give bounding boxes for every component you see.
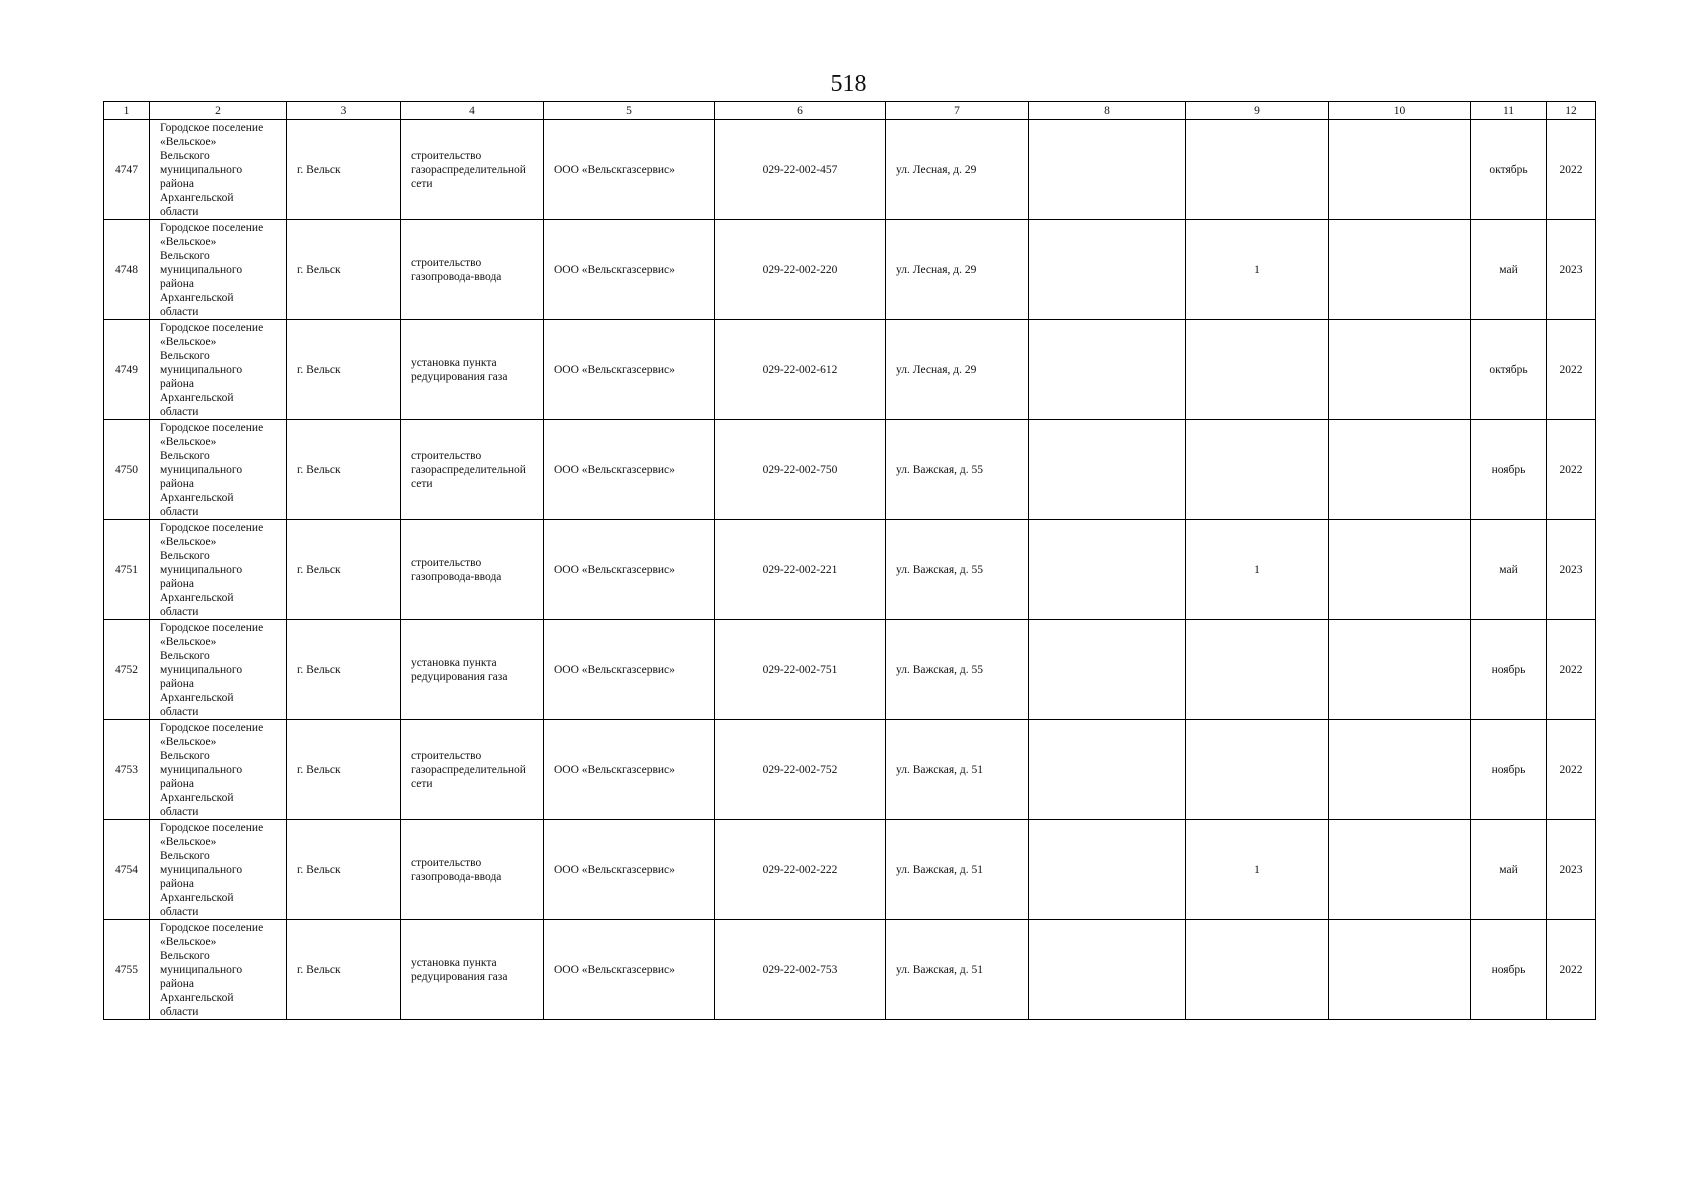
city-cell: г. Вельск <box>287 720 401 820</box>
month-cell: ноябрь <box>1471 720 1547 820</box>
col10-cell <box>1329 420 1471 520</box>
municipality-cell: Городское поселение «Вельское» Вельского муниципального района Архангельской области <box>150 720 287 820</box>
company-cell: ООО «Вельскгазсервис» <box>544 520 715 620</box>
code-cell: 029-22-002-750 <box>715 420 886 520</box>
year-cell: 2022 <box>1547 620 1596 720</box>
year-cell: 2022 <box>1547 920 1596 1020</box>
municipality-cell: Городское поселение «Вельское» Вельского муниципального района Архангельской области <box>150 120 287 220</box>
table-row <box>104 720 1596 820</box>
col9-cell <box>1186 720 1329 820</box>
city-cell: г. Вельск <box>287 620 401 720</box>
code-cell: 029-22-002-221 <box>715 520 886 620</box>
column-header: 11 <box>1471 102 1547 120</box>
table-row <box>104 920 1596 1020</box>
col8-cell <box>1029 820 1186 920</box>
address-cell: ул. Важская, д. 51 <box>886 720 1029 820</box>
row-number: 4747 <box>104 120 150 220</box>
month-cell: май <box>1471 520 1547 620</box>
col8-cell <box>1029 220 1186 320</box>
year-cell: 2022 <box>1547 420 1596 520</box>
col9-cell: 1 <box>1186 520 1329 620</box>
row-number: 4754 <box>104 820 150 920</box>
column-header: 12 <box>1547 102 1596 120</box>
work-type-cell: установка пункта редуцирования газа <box>401 620 544 720</box>
column-header: 8 <box>1029 102 1186 120</box>
work-type-cell: строительство газораспределительной сети <box>401 120 544 220</box>
month-cell: май <box>1471 220 1547 320</box>
address-cell: ул. Важская, д. 51 <box>886 920 1029 1020</box>
address-cell: ул. Важская, д. 55 <box>886 420 1029 520</box>
column-header: 1 <box>104 102 150 120</box>
address-cell: ул. Важская, д. 55 <box>886 520 1029 620</box>
address-cell: ул. Лесная, д. 29 <box>886 220 1029 320</box>
company-cell: ООО «Вельскгазсервис» <box>544 120 715 220</box>
company-cell: ООО «Вельскгазсервис» <box>544 420 715 520</box>
col9-cell <box>1186 620 1329 720</box>
col10-cell <box>1329 520 1471 620</box>
table-row <box>104 320 1596 420</box>
column-header: 10 <box>1329 102 1471 120</box>
municipality-cell: Городское поселение «Вельское» Вельского муниципального района Архангельской области <box>150 620 287 720</box>
code-cell: 029-22-002-222 <box>715 820 886 920</box>
company-cell: ООО «Вельскгазсервис» <box>544 220 715 320</box>
year-cell: 2022 <box>1547 720 1596 820</box>
col10-cell <box>1329 720 1471 820</box>
work-type-cell: строительство газопровода-ввода <box>401 820 544 920</box>
column-header: 2 <box>150 102 287 120</box>
address-cell: ул. Лесная, д. 29 <box>886 120 1029 220</box>
month-cell: октябрь <box>1471 320 1547 420</box>
company-cell: ООО «Вельскгазсервис» <box>544 920 715 1020</box>
row-number: 4750 <box>104 420 150 520</box>
row-number: 4751 <box>104 520 150 620</box>
month-cell: ноябрь <box>1471 620 1547 720</box>
city-cell: г. Вельск <box>287 420 401 520</box>
month-cell: май <box>1471 820 1547 920</box>
col10-cell <box>1329 920 1471 1020</box>
year-cell: 2023 <box>1547 520 1596 620</box>
city-cell: г. Вельск <box>287 220 401 320</box>
year-cell: 2022 <box>1547 320 1596 420</box>
col10-cell <box>1329 220 1471 320</box>
table-row <box>104 220 1596 320</box>
month-cell: ноябрь <box>1471 420 1547 520</box>
register-table <box>103 101 1596 1020</box>
row-number: 4752 <box>104 620 150 720</box>
col8-cell <box>1029 720 1186 820</box>
header-row <box>104 102 1596 120</box>
company-cell: ООО «Вельскгазсервис» <box>544 720 715 820</box>
table-row <box>104 620 1596 720</box>
address-cell: ул. Лесная, д. 29 <box>886 320 1029 420</box>
col8-cell <box>1029 620 1186 720</box>
column-header: 7 <box>886 102 1029 120</box>
city-cell: г. Вельск <box>287 520 401 620</box>
work-type-cell: установка пункта редуцирования газа <box>401 320 544 420</box>
code-cell: 029-22-002-220 <box>715 220 886 320</box>
work-type-cell: строительство газораспределительной сети <box>401 420 544 520</box>
col8-cell <box>1029 120 1186 220</box>
column-header: 5 <box>544 102 715 120</box>
row-number: 4755 <box>104 920 150 1020</box>
code-cell: 029-22-002-752 <box>715 720 886 820</box>
work-type-cell: строительство газопровода-ввода <box>401 520 544 620</box>
col9-cell <box>1186 920 1329 1020</box>
page-number: 518 <box>830 71 867 97</box>
city-cell: г. Вельск <box>287 920 401 1020</box>
municipality-cell: Городское поселение «Вельское» Вельского муниципального района Архангельской области <box>150 520 287 620</box>
column-header: 3 <box>287 102 401 120</box>
year-cell: 2023 <box>1547 220 1596 320</box>
code-cell: 029-22-002-751 <box>715 620 886 720</box>
row-number: 4748 <box>104 220 150 320</box>
col8-cell <box>1029 320 1186 420</box>
work-type-cell: установка пункта редуцирования газа <box>401 920 544 1020</box>
municipality-cell: Городское поселение «Вельское» Вельского муниципального района Архангельской области <box>150 820 287 920</box>
city-cell: г. Вельск <box>287 320 401 420</box>
col10-cell <box>1329 320 1471 420</box>
column-header: 9 <box>1186 102 1329 120</box>
address-cell: ул. Важская, д. 55 <box>886 620 1029 720</box>
col9-cell <box>1186 420 1329 520</box>
col9-cell: 1 <box>1186 820 1329 920</box>
month-cell: ноябрь <box>1471 920 1547 1020</box>
col9-cell <box>1186 120 1329 220</box>
table-row <box>104 820 1596 920</box>
month-cell: октябрь <box>1471 120 1547 220</box>
row-number: 4749 <box>104 320 150 420</box>
table-row <box>104 420 1596 520</box>
company-cell: ООО «Вельскгазсервис» <box>544 620 715 720</box>
column-header: 4 <box>401 102 544 120</box>
work-type-cell: строительство газопровода-ввода <box>401 220 544 320</box>
col10-cell <box>1329 120 1471 220</box>
table-row <box>104 520 1596 620</box>
column-header: 6 <box>715 102 886 120</box>
code-cell: 029-22-002-753 <box>715 920 886 1020</box>
code-cell: 029-22-002-612 <box>715 320 886 420</box>
col9-cell: 1 <box>1186 220 1329 320</box>
address-cell: ул. Важская, д. 51 <box>886 820 1029 920</box>
table-row <box>104 120 1596 220</box>
municipality-cell: Городское поселение «Вельское» Вельского муниципального района Архангельской области <box>150 320 287 420</box>
company-cell: ООО «Вельскгазсервис» <box>544 320 715 420</box>
work-type-cell: строительство газораспределительной сети <box>401 720 544 820</box>
company-cell: ООО «Вельскгазсервис» <box>544 820 715 920</box>
municipality-cell: Городское поселение «Вельское» Вельского муниципального района Архангельской области <box>150 220 287 320</box>
col9-cell <box>1186 320 1329 420</box>
municipality-cell: Городское поселение «Вельское» Вельского муниципального района Архангельской области <box>150 920 287 1020</box>
row-number: 4753 <box>104 720 150 820</box>
city-cell: г. Вельск <box>287 820 401 920</box>
year-cell: 2022 <box>1547 120 1596 220</box>
year-cell: 2023 <box>1547 820 1596 920</box>
city-cell: г. Вельск <box>287 120 401 220</box>
code-cell: 029-22-002-457 <box>715 120 886 220</box>
municipality-cell: Городское поселение «Вельское» Вельского муниципального района Архангельской области <box>150 420 287 520</box>
col10-cell <box>1329 820 1471 920</box>
col8-cell <box>1029 920 1186 1020</box>
col8-cell <box>1029 520 1186 620</box>
col8-cell <box>1029 420 1186 520</box>
col10-cell <box>1329 620 1471 720</box>
